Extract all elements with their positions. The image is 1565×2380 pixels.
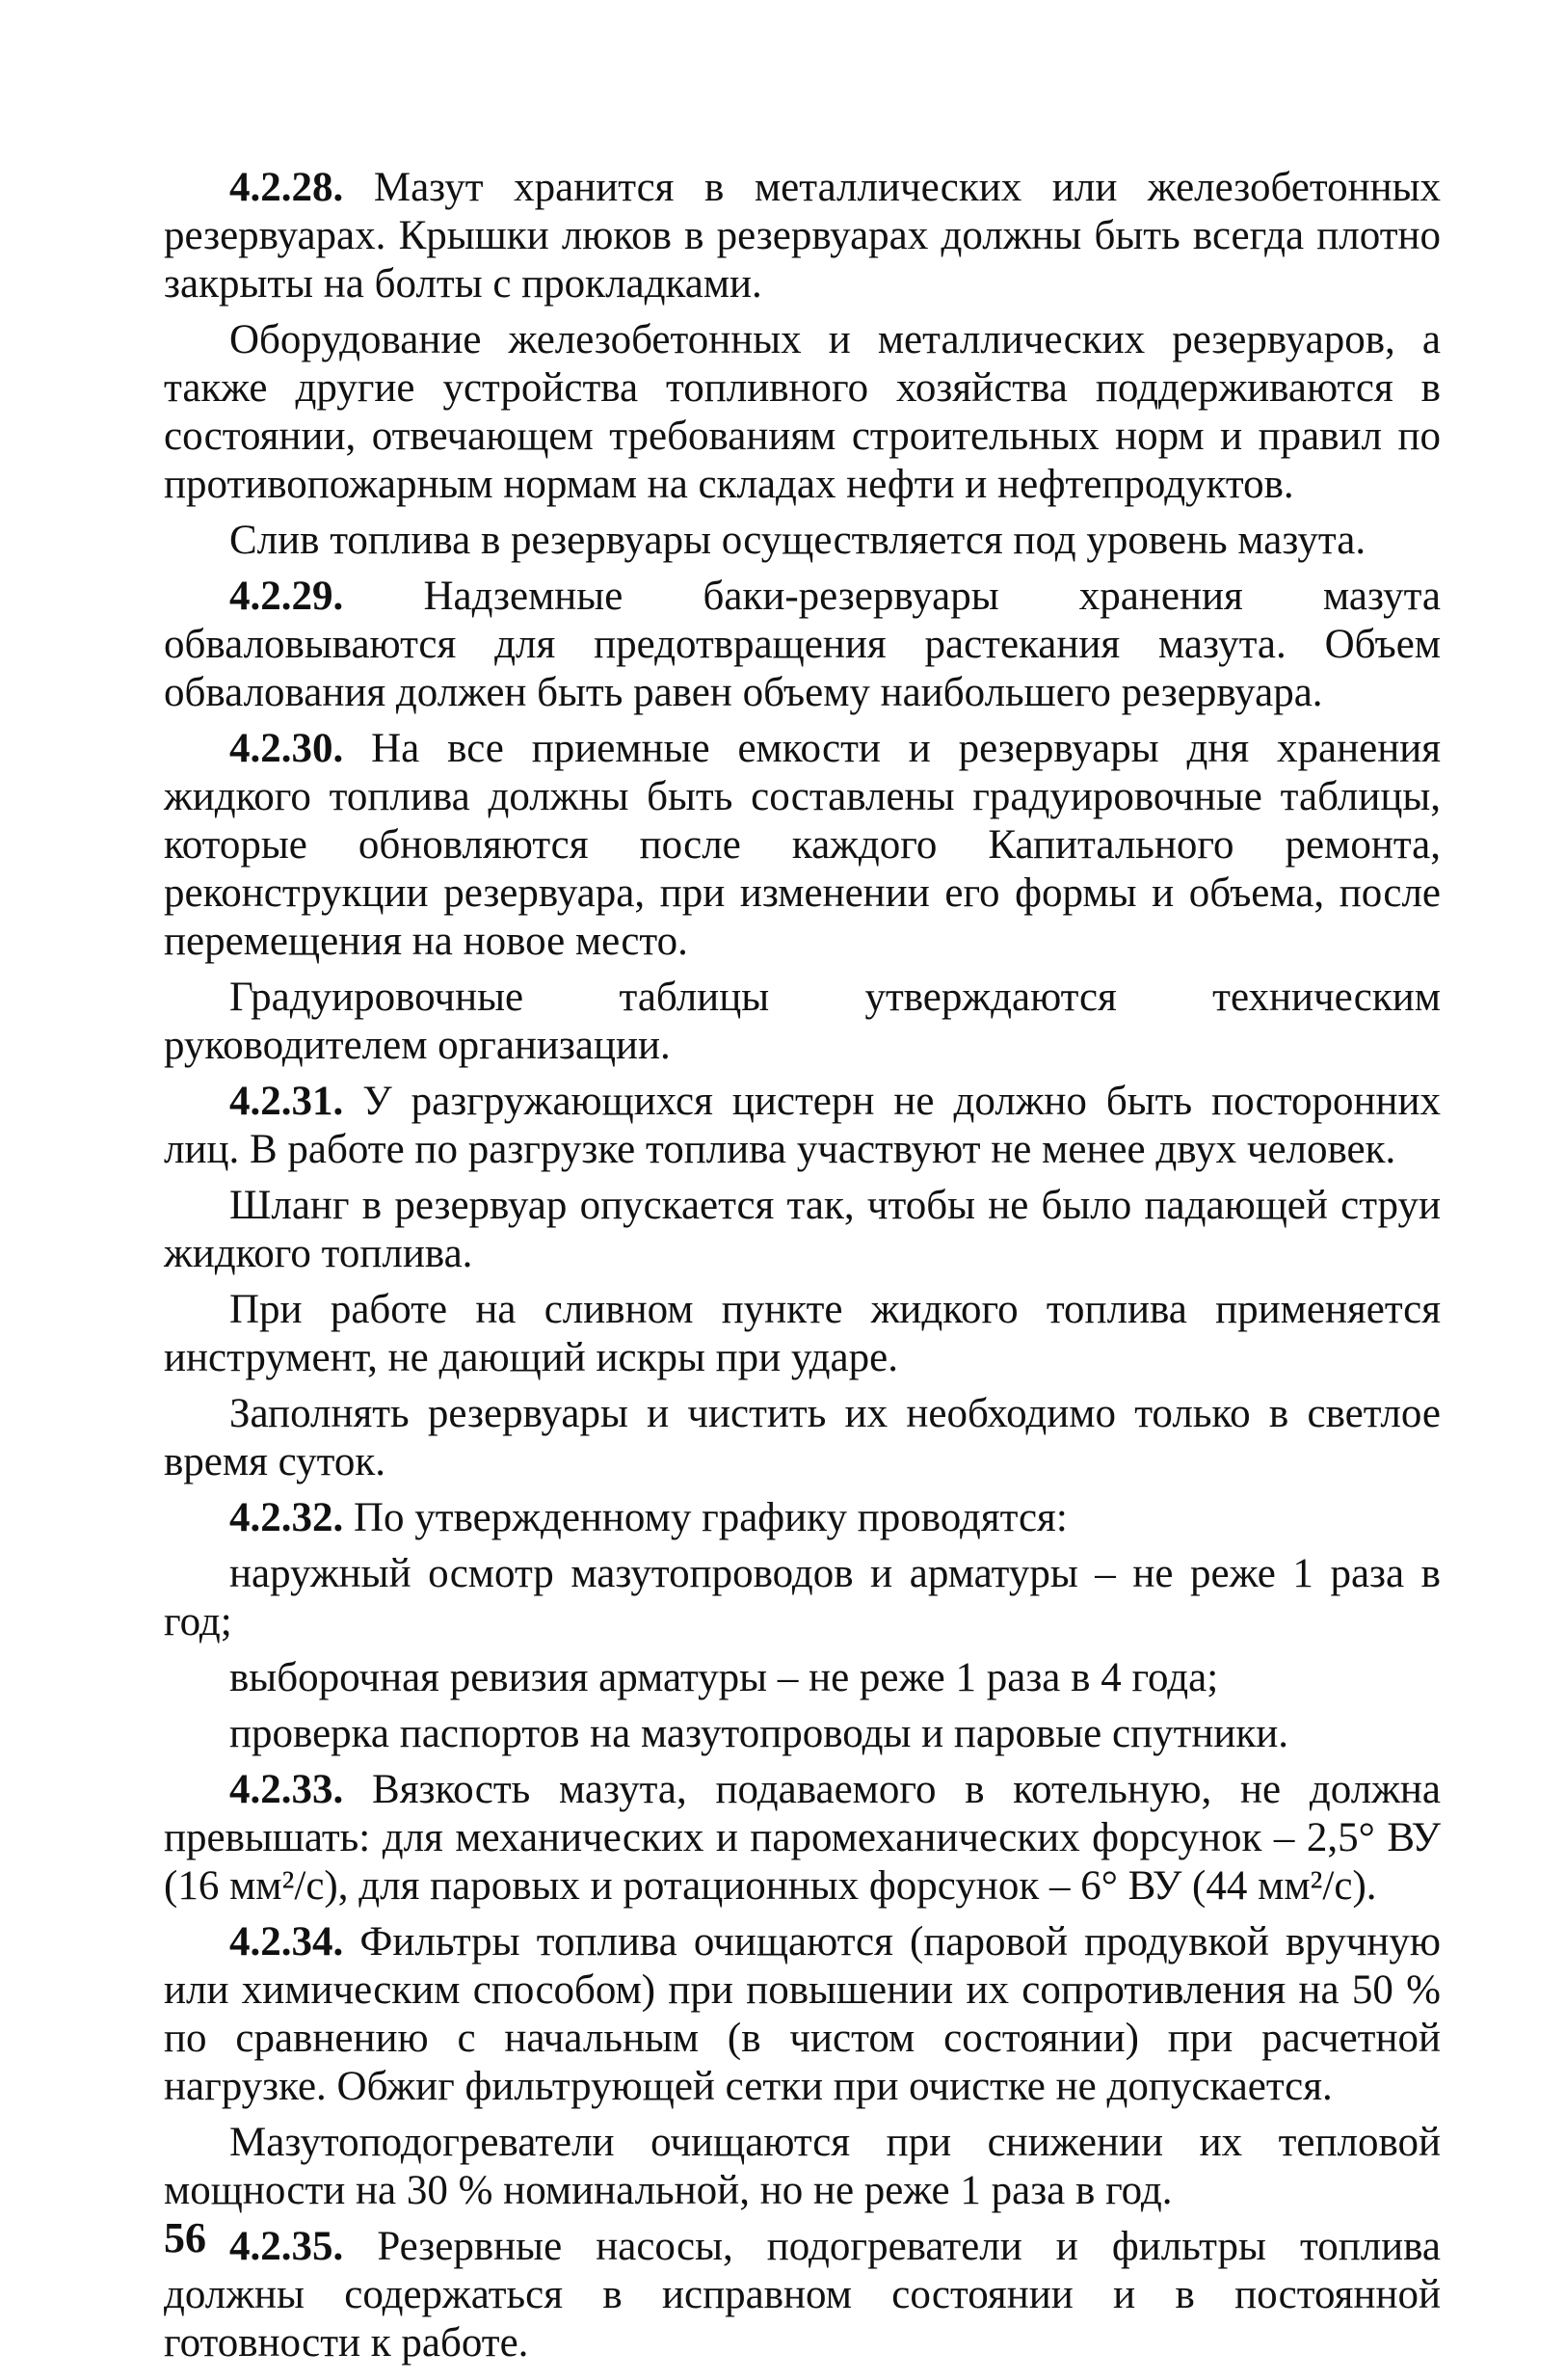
clause-number: 4.2.29. xyxy=(229,574,344,619)
clause-number: 4.2.33. xyxy=(229,1767,344,1812)
paragraph-text: выборочная ревизия арматуры – не реже 1 раза в 4 года; xyxy=(229,1655,1219,1700)
paragraph xyxy=(164,1390,1441,1486)
paragraph xyxy=(164,517,1441,565)
clause-number: 4.2.28. xyxy=(229,165,344,210)
paragraph-text: Надземные баки-резервуары хранения мазута обваловываются для предотвращения растекания мазута. Объем обвалования должен быть равен объему наибольшего резервуара. xyxy=(164,574,1441,715)
paragraph-text: Заполнять резервуары и чистить их необходимо только в светлое время суток. xyxy=(164,1391,1441,1484)
page-number: 56 xyxy=(164,2214,206,2261)
paragraph-text: По утвержденному графику проводятся: xyxy=(354,1495,1068,1540)
paragraph-text: При работе на сливном пункте жидкого топлива применяется инструмент, не дающий искры при ударе. xyxy=(164,1287,1441,1380)
paragraph-text: Градуировочные таблицы утверждаются техническим руководителем организации. xyxy=(164,975,1441,1068)
paragraph xyxy=(164,1182,1441,1278)
clause-number: 4.2.32. xyxy=(229,1495,344,1540)
list-item xyxy=(164,1710,1441,1758)
paragraph-text: Вязкость мазута, подаваемого в котельную, не должна превышать: для механических и паромеханических форсунок – 2,5° ВУ (16 мм²/с), для паровых и ротационных форсунок – 6° ВУ (44 мм²/с). xyxy=(164,1767,1441,1909)
paragraph xyxy=(164,1286,1441,1382)
paragraph xyxy=(164,1494,1441,1542)
paragraph xyxy=(164,573,1441,717)
paragraph-text: У разгружающихся цистерн не должно быть посторонних лиц. В работе по разгрузке топлива участвуют не менее двух человек. xyxy=(164,1079,1441,1172)
paragraph xyxy=(164,1078,1441,1174)
clause-number: 4.2.30. xyxy=(229,726,344,771)
paragraph-text: Мазут хранится в металлических или железобетонных резервуарах. Крышки люков в резервуарах должны быть всегда плотно закрыты на болты с прокладками. xyxy=(164,165,1442,307)
paragraph-text: проверка паспортов на мазутопроводы и паровые спутники. xyxy=(229,1711,1289,1756)
clause-number: 4.2.35. xyxy=(229,2224,344,2269)
paragraph-text: Шланг в резервуар опускается так, чтобы не было падающей струи жидкого топлива. xyxy=(164,1183,1441,1276)
paragraph-text: Слив топлива в резервуары осуществляется под уровень мазута. xyxy=(229,518,1366,563)
clause-number: 4.2.31. xyxy=(229,1079,344,1124)
paragraph-text: На все приемные емкости и резервуары дня хранения жидкого топлива должны быть составлены градуировочные таблицы, которые обновляются после каждого Капитального ремонта, реконструкции резервуара, при изменении его формы и объема, после перемещения на новое место. xyxy=(164,726,1441,964)
paragraph-text: Мазутоподогреватели очищаются при снижении их тепловой мощности на 30 % номинальной, но не реже 1 раза в год. xyxy=(164,2120,1441,2213)
paragraph xyxy=(164,974,1441,1070)
paragraph-text: Резервные насосы, подогреватели и фильтры топлива должны содержаться в исправном состоянии и в постоянной готовности к работе. xyxy=(164,2224,1441,2366)
paragraph-text: наружный осмотр мазутопроводов и арматуры – не реже 1 раза в год; xyxy=(164,1551,1441,1645)
paragraph xyxy=(164,316,1441,509)
list-item xyxy=(164,1654,1441,1702)
paragraph xyxy=(164,1918,1441,2111)
paragraph-text: Оборудование железобетонных и металлических резервуаров, а также другие устройства топливного хозяйства поддерживаются в состоянии, отвечающем требованиям строительных норм и правил по противопожарным нормам на складах нефти и нефтепродуктов. xyxy=(164,317,1441,507)
paragraph-text: Фильтры топлива очищаются (паровой продувкой вручную или химическим способом) при повышении их сопротивления на 50 % по сравнению с начальным (в чистом состоянии) при расчетной нагрузке. Обжиг фильтрующей сетки при очистке не допускается. xyxy=(164,1919,1441,2109)
paragraph xyxy=(164,2223,1441,2367)
paragraph xyxy=(164,1766,1441,1911)
clause-number: 4.2.34. xyxy=(229,1919,344,1965)
paragraph xyxy=(164,725,1441,966)
list-item xyxy=(164,1550,1441,1646)
paragraph xyxy=(164,164,1441,308)
document-body xyxy=(164,164,1441,2375)
paragraph xyxy=(164,2119,1441,2215)
